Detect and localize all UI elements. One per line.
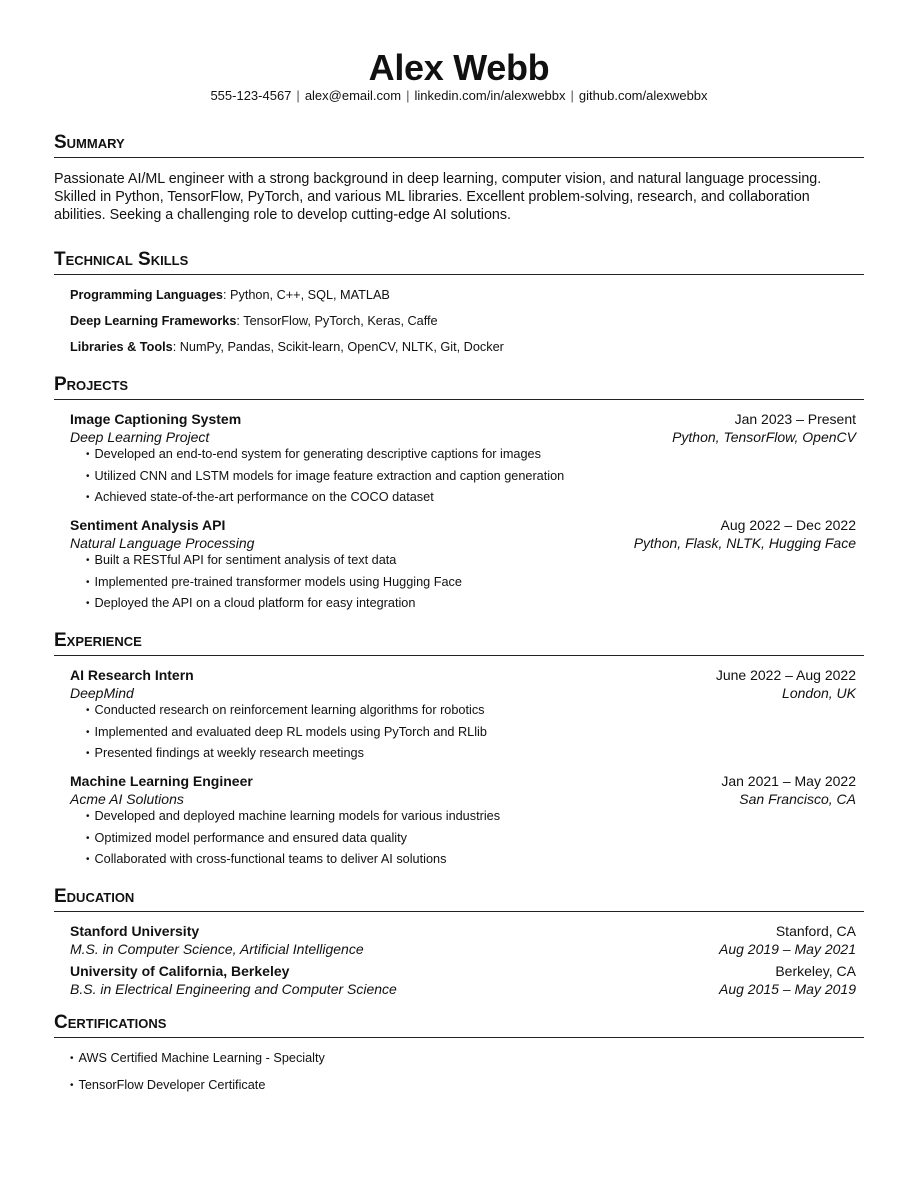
- section-title-education: Education: [54, 885, 864, 912]
- job-bullets: [70, 702, 856, 762]
- project-name: Image Captioning System: [70, 411, 242, 427]
- contact-separator: |: [570, 88, 574, 103]
- bullet-item: • Collaborated with cross-functional teams to deliver AI solutions: [86, 851, 856, 868]
- school-name: University of California, Berkeley: [70, 963, 290, 979]
- projects-list: [54, 410, 864, 612]
- bullet-item: • Implemented pre-trained transformer models using Hugging Face: [86, 574, 856, 591]
- bullet-item: • Built a RESTful API for sentiment analysis of text data: [86, 552, 856, 569]
- experience-list: [54, 666, 864, 868]
- job-company: DeepMind: [70, 685, 134, 701]
- phone-number: 555-123-4567: [210, 88, 292, 103]
- skill-label: Programming Languages: [70, 288, 223, 302]
- bullet-item: • Utilized CNN and LSTM models for image feature extraction and caption generation: [86, 468, 856, 485]
- project-tech: Python, Flask, NLTK, Hugging Face: [633, 535, 856, 551]
- skills-list: [54, 287, 864, 355]
- summary-text: Passionate AI/ML engineer with a strong background in deep learning, computer vision, and natural language processing. Skilled in Python, TensorFlow, PyTorch, and various ML libraries. Excellent problem-solving, research, and collaboration abilities. Seeking a challenging role to develop cutting-edge AI solutions.: [54, 171, 822, 223]
- bullet-item: • Deployed the API on a cloud platform for easy integration: [86, 595, 856, 612]
- job-location: London, UK: [782, 685, 856, 701]
- github-link[interactable]: github.com/alexwebbx: [578, 88, 708, 103]
- certification-item: • TensorFlow Developer Certificate: [70, 1077, 864, 1094]
- experience-entry: [70, 772, 856, 868]
- skill-line: [70, 287, 864, 303]
- school-name: Stanford University: [70, 923, 200, 939]
- experience-entry: [70, 666, 856, 762]
- bullet-item: • Achieved state-of-the-art performance on the COCO dataset: [86, 489, 856, 506]
- degree: M.S. in Computer Science, Artificial Intelligence: [70, 941, 364, 957]
- contact-line: [54, 88, 864, 104]
- skill-line: [70, 339, 864, 355]
- certifications-list: [54, 1050, 864, 1094]
- bullet-item: • Developed an end-to-end system for generating descriptive captions for images: [86, 446, 856, 463]
- email-link[interactable]: alex@email.com: [304, 88, 402, 103]
- education-dates: Aug 2019 – May 2021: [719, 941, 856, 957]
- resume-header: [54, 0, 864, 104]
- certifications-section: [54, 1011, 864, 1094]
- project-entry: [70, 410, 856, 506]
- skill-line: [70, 313, 864, 329]
- job-dates: June 2022 – Aug 2022: [715, 667, 856, 683]
- job-dates: Jan 2021 – May 2022: [721, 773, 856, 789]
- section-title-certifications: Certifications: [54, 1011, 864, 1038]
- skill-value: : NumPy, Pandas, Scikit-learn, OpenCV, NLTK, Git, Docker: [172, 340, 504, 354]
- project-dates: Aug 2022 – Dec 2022: [720, 517, 856, 533]
- project-name: Sentiment Analysis API: [70, 517, 226, 533]
- project-subtitle: Deep Learning Project: [70, 429, 210, 445]
- bullet-item: • Implemented and evaluated deep RL models using PyTorch and RLlib: [86, 724, 856, 741]
- skill-label: Deep Learning Frameworks: [70, 314, 237, 328]
- projects-section: [54, 373, 864, 612]
- project-bullets: [70, 552, 856, 612]
- education-list: [54, 922, 864, 998]
- bullet-item: • Conducted research on reinforcement learning algorithms for robotics: [86, 702, 856, 719]
- bullet-item: • Presented findings at weekly research meetings: [86, 745, 856, 762]
- job-role: AI Research Intern: [70, 667, 194, 683]
- section-title-summary: Summary: [54, 131, 864, 158]
- section-title-experience: Experience: [54, 629, 864, 656]
- linkedin-link[interactable]: linkedin.com/in/alexwebbx: [414, 88, 566, 103]
- education-dates: Aug 2015 – May 2019: [719, 981, 856, 997]
- job-bullets: [70, 808, 856, 868]
- skill-label: Libraries & Tools: [70, 340, 173, 354]
- education-section: [54, 885, 864, 998]
- section-title-projects: Projects: [54, 373, 864, 400]
- project-entry: [70, 516, 856, 612]
- section-title-skills: Technical Skills: [54, 248, 864, 275]
- school-location: Berkeley, CA: [775, 963, 856, 979]
- summary-section: [54, 131, 864, 224]
- skill-value: : Python, C++, SQL, MATLAB: [222, 288, 390, 302]
- bullet-item: • Developed and deployed machine learning models for various industries: [86, 808, 856, 825]
- skills-section: [54, 248, 864, 355]
- degree: B.S. in Electrical Engineering and Computer Science: [70, 981, 397, 997]
- skill-value: : TensorFlow, PyTorch, Keras, Caffe: [236, 314, 438, 328]
- contact-separator: |: [406, 88, 410, 103]
- job-role: Machine Learning Engineer: [70, 773, 253, 789]
- contact-separator: |: [296, 88, 300, 103]
- project-subtitle: Natural Language Processing: [70, 535, 255, 551]
- education-entry: [70, 962, 856, 998]
- certification-item: • AWS Certified Machine Learning - Specialty: [70, 1050, 864, 1067]
- job-location: San Francisco, CA: [739, 791, 856, 807]
- bullet-item: • Optimized model performance and ensured data quality: [86, 830, 856, 847]
- project-bullets: [70, 446, 856, 506]
- project-dates: Jan 2023 – Present: [734, 411, 856, 427]
- candidate-name: Alex Webb: [368, 47, 550, 88]
- project-tech: Python, TensorFlow, OpenCV: [672, 429, 856, 445]
- experience-section: [54, 629, 864, 868]
- job-company: Acme AI Solutions: [70, 791, 184, 807]
- school-location: Stanford, CA: [775, 923, 856, 939]
- education-entry: [70, 922, 856, 958]
